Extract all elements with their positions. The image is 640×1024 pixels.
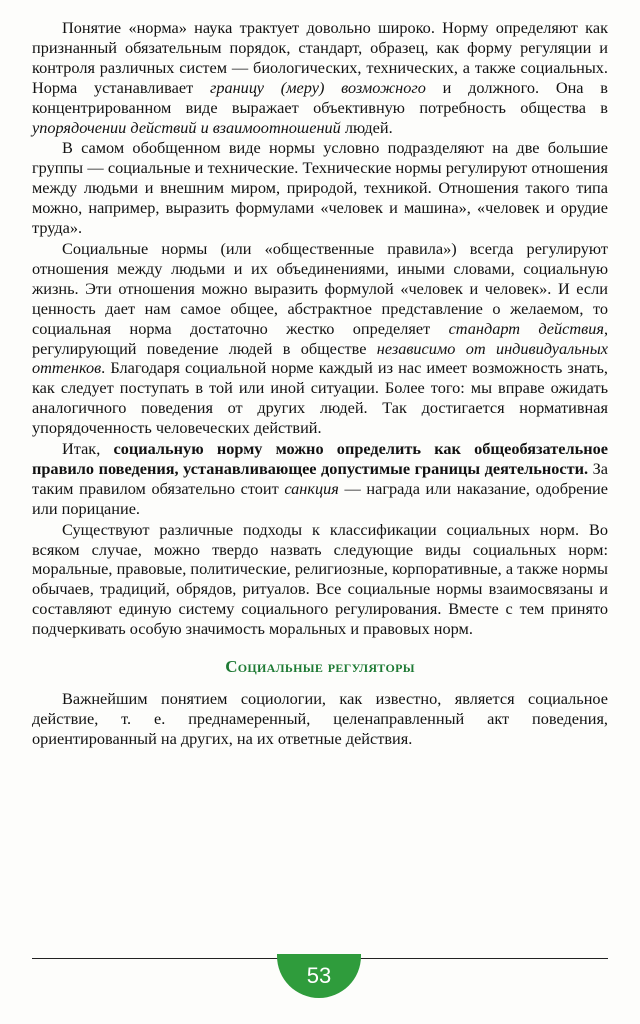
body-text bbox=[32, 18, 608, 639]
text-run: Существуют различные подходы к классификации социальных норм. Во всяком случае, можно твердо назвать следующие виды социальных норм: моральные, правовые, политические, религиозные, корпоративные, а также нормы обычаев, традиций, обрядов, ритуалов. Все социальные нормы взаимосвязаны и составляют единую систему социального регулирования. Вместе с тем принято подчеркивать особую значимость моральных и правовых норм. bbox=[32, 519, 608, 639]
text-run: Итак, bbox=[62, 439, 114, 459]
text-run: . Благодаря социальной норме каждый из нас имеет возможность знать, как следует поступать в той или иной ситуации. Более того: мы вправе ожидать аналогичного поведения от других людей. Так достигается нормативная упорядоченность человеческих действий. bbox=[32, 358, 608, 438]
text-run: За таким правилом обязательно стоит bbox=[32, 458, 608, 498]
italic-run: стандарт действия bbox=[448, 318, 604, 338]
italic-run: независимо от индивидуальных оттенков bbox=[32, 338, 608, 378]
section-heading bbox=[32, 657, 608, 677]
paragraph-1 bbox=[32, 18, 608, 137]
text-run: людей. bbox=[340, 117, 393, 137]
text-run: и должного. Она в концентрированном виде выражает объективную потребность общества в bbox=[32, 77, 608, 117]
text-run: , регулирующий поведение людей в обществе bbox=[32, 318, 609, 358]
paragraph-3 bbox=[32, 239, 608, 438]
page-number: 53 bbox=[306, 963, 332, 988]
paragraph-5 bbox=[32, 520, 608, 639]
text-run: Социальные нормы (или «общественные правила») всегда регулируют отношения между людьми и их объединениями, иными словами, социальную жизнь. Эти отношения можно выразить формулой «человек и человек». И если ценность дает нам самое общее, абстрактное представление о желаемом, то социальная норма достаточно жестко определяет bbox=[32, 238, 608, 338]
paragraph-4 bbox=[32, 439, 608, 519]
text-run: — награда или наказание, одобрение или порицание. bbox=[32, 478, 608, 518]
italic-run: санкция bbox=[284, 478, 339, 498]
bold-run: социальную норму можно определить как общеобязательное правило поведения, устанавливающее допустимые границы деятельности. bbox=[32, 439, 608, 478]
paragraph-2 bbox=[32, 138, 608, 238]
final-paragraph: Важнейшим понятием социологии, как известно, является социальное действие, т. е. преднамеренный, целенаправленный акт поведения, ориентированный на других, на их ответные действия. bbox=[32, 689, 608, 748]
italic-run: упорядочении действий и взаимоотношений bbox=[32, 117, 341, 137]
page-number-badge bbox=[277, 954, 361, 998]
page-body bbox=[32, 18, 608, 749]
section-heading-text: Социальные регуляторы bbox=[225, 657, 415, 677]
text-run: Понятие «норма» наука трактует довольно широко. Норму определяют как признанный обязательным порядок, стандарт, образец, как форму регуляции и контроля различных систем — биологических, технических, а также социальных. Норма устанавливает bbox=[32, 18, 608, 97]
text-run: В самом обобщенном виде нормы условно подразделяют на две большие группы — социальные и технические. Технические нормы регулируют отношения между людьми и внешним миром, природой, техникой. Отношения такого типа можно, например, выразить формулами «человек и машина», «человек и орудие труда». bbox=[32, 138, 608, 238]
italic-run: границу (меру) возможного bbox=[209, 77, 426, 97]
